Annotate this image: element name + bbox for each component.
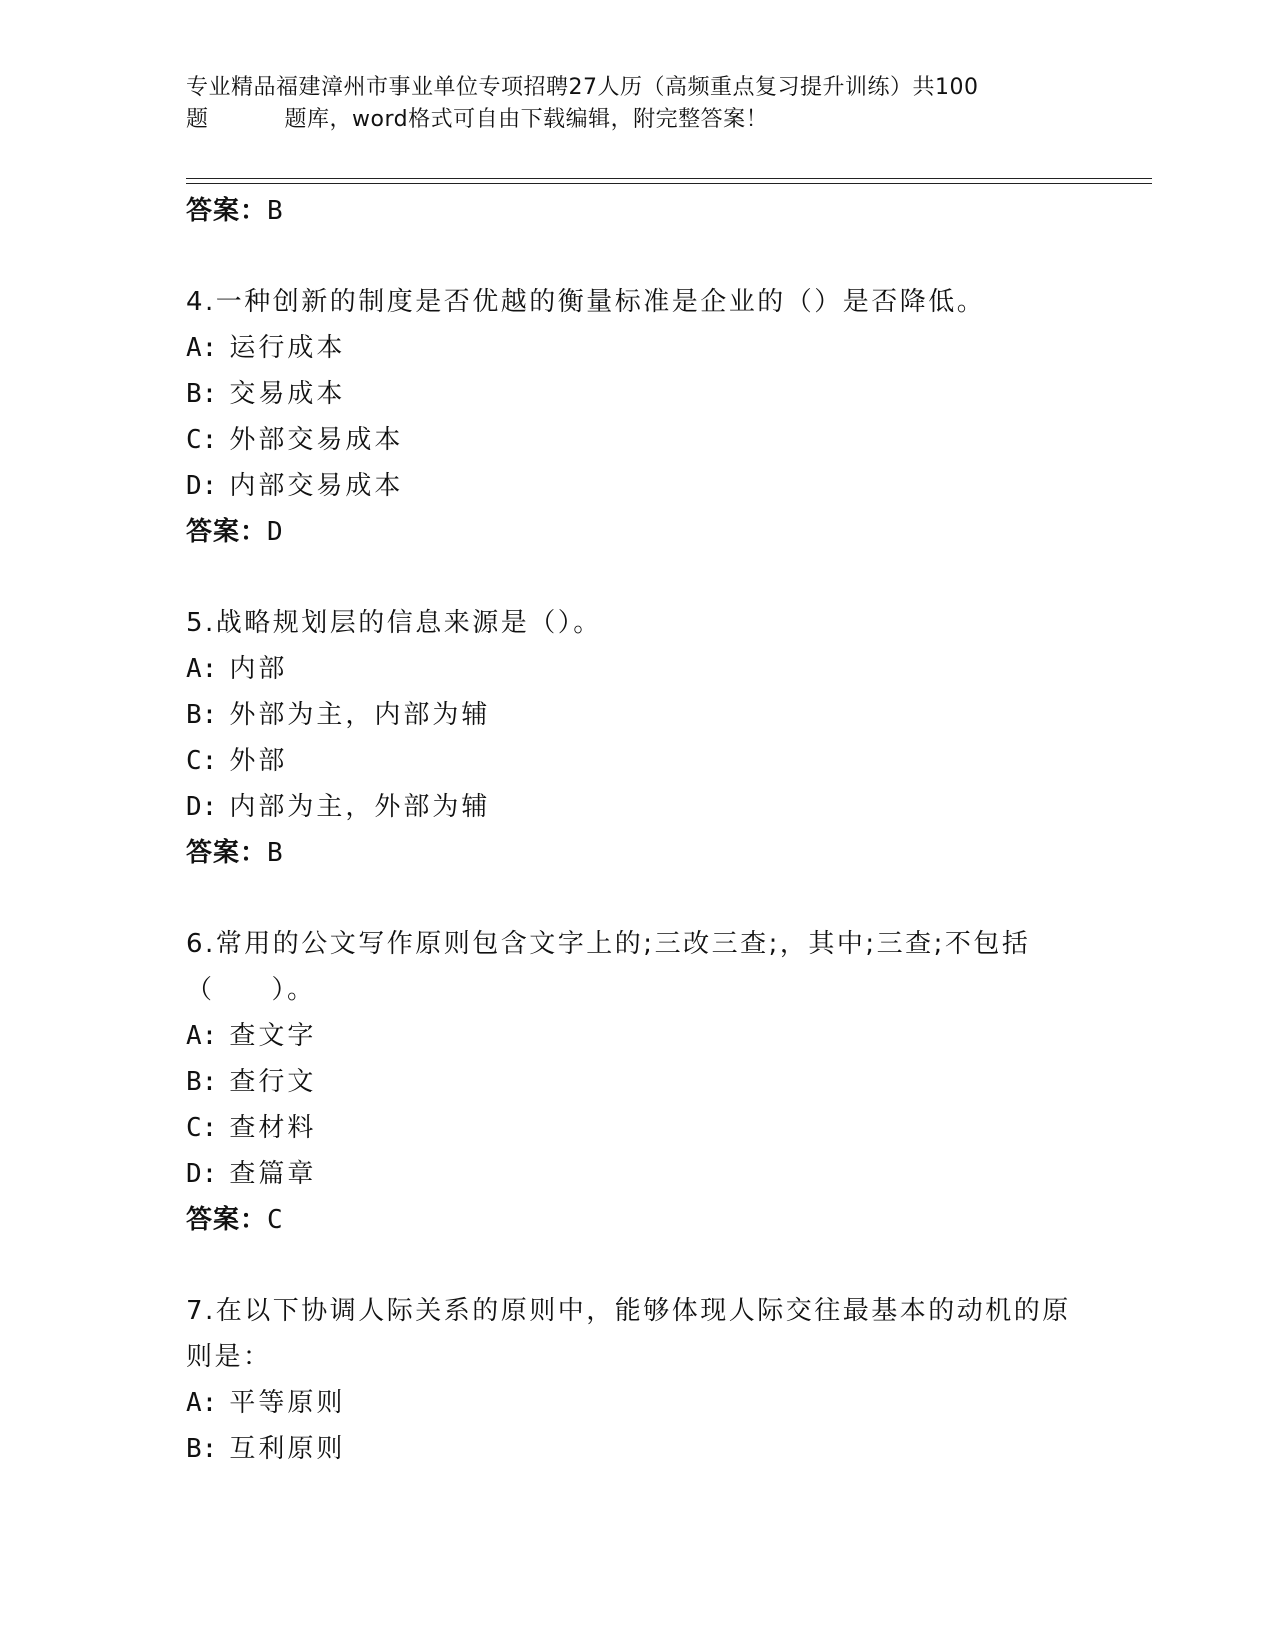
answer-value: C (267, 1205, 284, 1235)
option-key: C: (186, 746, 218, 776)
option-text: 交易成本 (229, 379, 346, 409)
option-c (186, 1105, 1086, 1151)
option-text: 外部交易成本 (229, 425, 404, 455)
option-a (186, 1380, 1086, 1426)
option-text: 运行成本 (229, 333, 346, 363)
answer-label: 答案： (186, 517, 268, 547)
question-text: 7.在以下协调人际关系的原则中，能够体现人际交往最基本的动机的原则是： (186, 1296, 1071, 1372)
option-d (186, 1151, 1086, 1197)
option-key: D: (186, 471, 218, 501)
header-subtitle-line (186, 104, 1146, 136)
question-block (186, 1288, 1086, 1472)
header-line2-left: 题 (186, 107, 209, 132)
option-text: 查行文 (229, 1067, 317, 1097)
option-d (186, 463, 1086, 509)
answer-label: 答案： (186, 1205, 268, 1235)
option-key: A: (186, 333, 218, 363)
option-key: A: (186, 1021, 218, 1051)
option-a (186, 646, 1086, 692)
header-rule-bottom (186, 183, 1152, 184)
option-key: D: (186, 1159, 218, 1189)
option-key: B: (186, 700, 218, 730)
option-text: 内部 (229, 654, 288, 684)
header-title-line: 专业精品福建漳州市事业单位专项招聘27人历（高频重点复习提升训练）共100 (186, 75, 979, 100)
answer-line (186, 830, 1086, 876)
option-b (186, 692, 1086, 738)
answer-label: 答案： (186, 196, 268, 226)
option-a (186, 1013, 1086, 1059)
option-text: 查材料 (229, 1113, 317, 1143)
question-block (186, 279, 1086, 555)
question-text: 6.常用的公文写作原则包含文字上的;三改三查;，其中;三查;不包括（ ）。 (186, 929, 1031, 1005)
option-text: 内部为主，外部为辅 (229, 792, 491, 822)
question-text: 4.一种创新的制度是否优越的衡量标准是企业的（）是否降低。 (186, 287, 986, 317)
header-rule-top (186, 178, 1152, 179)
page-header (186, 72, 1146, 136)
question-text: 5.战略规划层的信息来源是（）。 (186, 608, 602, 638)
answer-line (186, 1197, 1086, 1243)
question-block (186, 600, 1086, 876)
option-d (186, 784, 1086, 830)
option-key: D: (186, 792, 218, 822)
option-text: 互利原则 (229, 1434, 346, 1464)
question-block (186, 921, 1086, 1243)
answer-label: 答案： (186, 838, 268, 868)
option-text: 查篇章 (229, 1159, 317, 1189)
option-text: 内部交易成本 (229, 471, 404, 501)
option-key: A: (186, 654, 218, 684)
answer-value: D (267, 517, 284, 547)
option-text: 外部为主，内部为辅 (229, 700, 491, 730)
option-text: 平等原则 (229, 1388, 346, 1418)
option-b (186, 371, 1086, 417)
option-key: B: (186, 1067, 218, 1097)
document-body (186, 188, 1086, 1472)
option-a (186, 325, 1086, 371)
option-b (186, 1059, 1086, 1105)
option-key: A: (186, 1388, 218, 1418)
option-c (186, 417, 1086, 463)
option-key: C: (186, 425, 218, 455)
header-line2-right: 题库，word格式可自由下载编辑，附完整答案！ (284, 107, 769, 132)
answer-line (186, 509, 1086, 555)
option-key: B: (186, 379, 218, 409)
option-text: 查文字 (229, 1021, 317, 1051)
answer-value: B (267, 196, 284, 226)
answer-line (186, 188, 1086, 234)
option-b (186, 1426, 1086, 1472)
answer-value: B (267, 838, 284, 868)
option-key: C: (186, 1113, 218, 1143)
option-key: B: (186, 1434, 218, 1464)
option-text: 外部 (229, 746, 288, 776)
option-c (186, 738, 1086, 784)
